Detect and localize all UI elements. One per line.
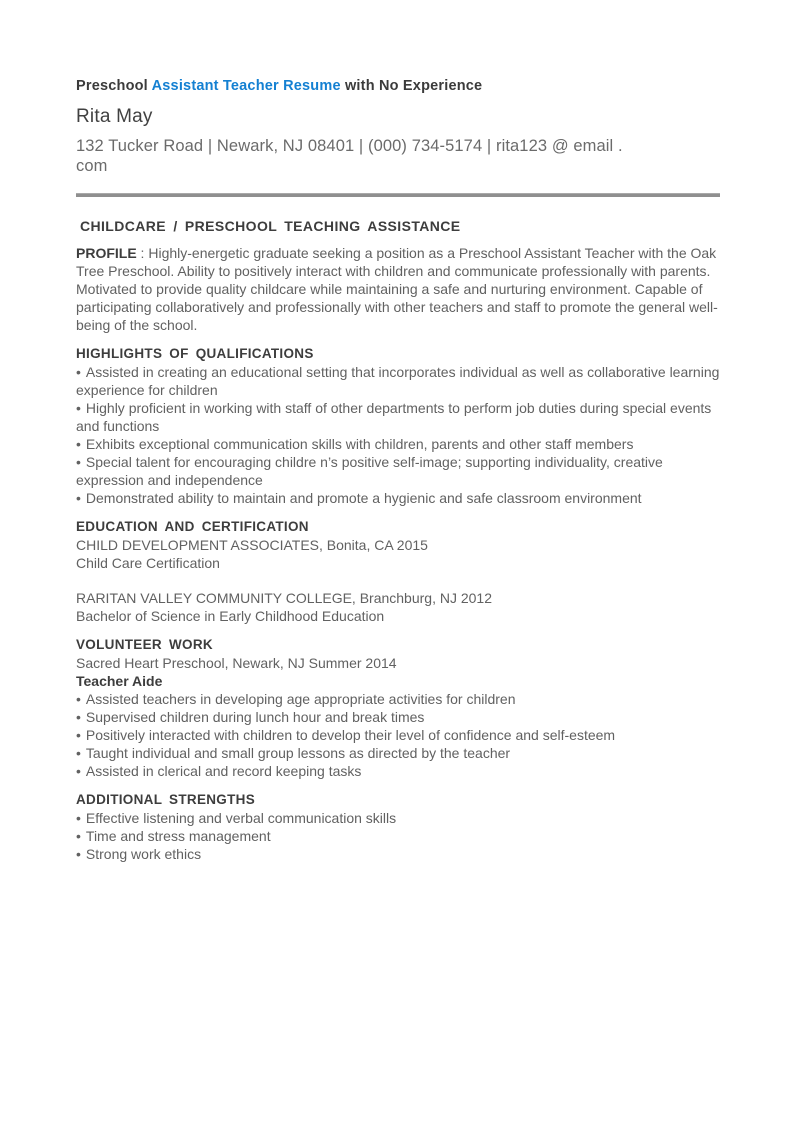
resume-content: [76, 78, 722, 863]
bullet-text: Highly proficient in working with staff of other departments to perform job duties during special events and functions: [76, 400, 712, 434]
bullet-item: [76, 363, 722, 399]
divider-rule: [76, 193, 720, 197]
bullet-marker: •: [76, 436, 81, 452]
bullet-marker: •: [76, 828, 81, 844]
bullet-text: Supervised children during lunch hour and break times: [85, 709, 425, 725]
bullet-marker: •: [76, 490, 81, 506]
profile-text: Highly-energetic graduate seeking a position as a Preschool Assistant Teacher with the Oak Tree Preschool. Ability to positively interact with children and communicate professionally with parents. Motivated to provide quality childcare while maintaining a safe and nurturing environment. Capable of participating collaboratively and professionally with other teachers and staff to promote the general well-being of the school.: [76, 245, 718, 333]
section-strengths: [76, 791, 722, 863]
bullet-text: Assisted in creating an educational setting that incorporates individual as well as collaborative learning experience for children: [76, 364, 720, 398]
contact-line-2: com: [76, 157, 108, 175]
bullet-item: [76, 809, 722, 827]
highlights-heading: HIGHLIGHTS OF QUALIFICATIONS: [76, 346, 314, 361]
bullet-text: Special talent for encouraging childre n’s positive self-image; supporting individuality, creative expression and independence: [76, 454, 663, 488]
bullet-item: [76, 744, 722, 762]
education-institution: RARITAN VALLEY COMMUNITY COLLEGE, Branchburg, NJ 2012: [76, 590, 493, 606]
education-credential: Bachelor of Science in Early Childhood Education: [76, 608, 385, 624]
profile-separator: :: [136, 245, 149, 261]
bullet-text: Assisted teachers in developing age appropriate activities for children: [85, 691, 516, 707]
contact-line-1: 132 Tucker Road | Newark, NJ 08401 | (000) 734-5174 | rita123 @ email .: [76, 137, 623, 155]
bullet-marker: •: [76, 727, 81, 743]
title-link[interactable]: Assistant Teacher Resume: [151, 78, 341, 94]
section-volunteer: [76, 636, 722, 780]
bullet-item: [76, 690, 722, 708]
profile-label: PROFILE: [76, 245, 137, 261]
bullet-text: Time and stress management: [85, 828, 271, 844]
education-heading: EDUCATION AND CERTIFICATION: [76, 519, 309, 534]
education-entry: [76, 536, 722, 572]
title-prefix: Preschool: [76, 78, 148, 94]
bullet-marker: •: [76, 400, 81, 416]
document-title: [76, 78, 722, 94]
bullet-marker: •: [76, 709, 81, 725]
education-credential: Child Care Certification: [76, 555, 220, 571]
bullet-text: Exhibits exceptional communication skills with children, parents and other staff members: [85, 436, 634, 452]
bullet-item: [76, 845, 722, 863]
profile-paragraph: [76, 244, 722, 334]
volunteer-role: Teacher Aide: [76, 673, 163, 689]
bullet-text: Demonstrated ability to maintain and promote a hygienic and safe classroom environment: [85, 490, 642, 506]
bullet-marker: •: [76, 810, 81, 826]
bullet-item: [76, 708, 722, 726]
bullet-text: Positively interacted with children to develop their level of confidence and self-esteem: [85, 727, 616, 743]
bullet-item: [76, 435, 722, 453]
bullet-text: Effective listening and verbal communication skills: [85, 810, 397, 826]
section-highlights: [76, 345, 722, 507]
strengths-heading: ADDITIONAL STRENGTHS: [76, 792, 256, 807]
resume-headline: CHILDCARE / PRESCHOOL TEACHING ASSISTANCE: [80, 218, 461, 234]
bullet-item: [76, 453, 722, 489]
education-institution: CHILD DEVELOPMENT ASSOCIATES, Bonita, CA 2015: [76, 537, 428, 553]
bullet-marker: •: [76, 763, 81, 779]
bullet-marker: •: [76, 846, 81, 862]
contact-info: [76, 136, 722, 176]
bullet-text: Assisted in clerical and record keeping tasks: [85, 763, 362, 779]
bullet-marker: •: [76, 364, 81, 380]
candidate-name: Rita May: [76, 106, 153, 127]
section-education: [76, 518, 722, 625]
bullet-item: [76, 762, 722, 780]
bullet-text: Taught individual and small group lessons as directed by the teacher: [85, 745, 511, 761]
bullet-marker: •: [76, 691, 81, 707]
volunteer-org: Sacred Heart Preschool, Newark, NJ Summer 2014: [76, 655, 397, 671]
bullet-item: [76, 726, 722, 744]
title-suffix: with No Experience: [344, 78, 483, 94]
bullet-text: Strong work ethics: [85, 846, 202, 862]
bullet-item: [76, 827, 722, 845]
volunteer-heading: VOLUNTEER WORK: [76, 637, 213, 652]
education-entry: [76, 589, 722, 625]
bullet-item: [76, 399, 722, 435]
bullet-item: [76, 489, 722, 507]
bullet-marker: •: [76, 454, 81, 470]
bullet-marker: •: [76, 745, 81, 761]
